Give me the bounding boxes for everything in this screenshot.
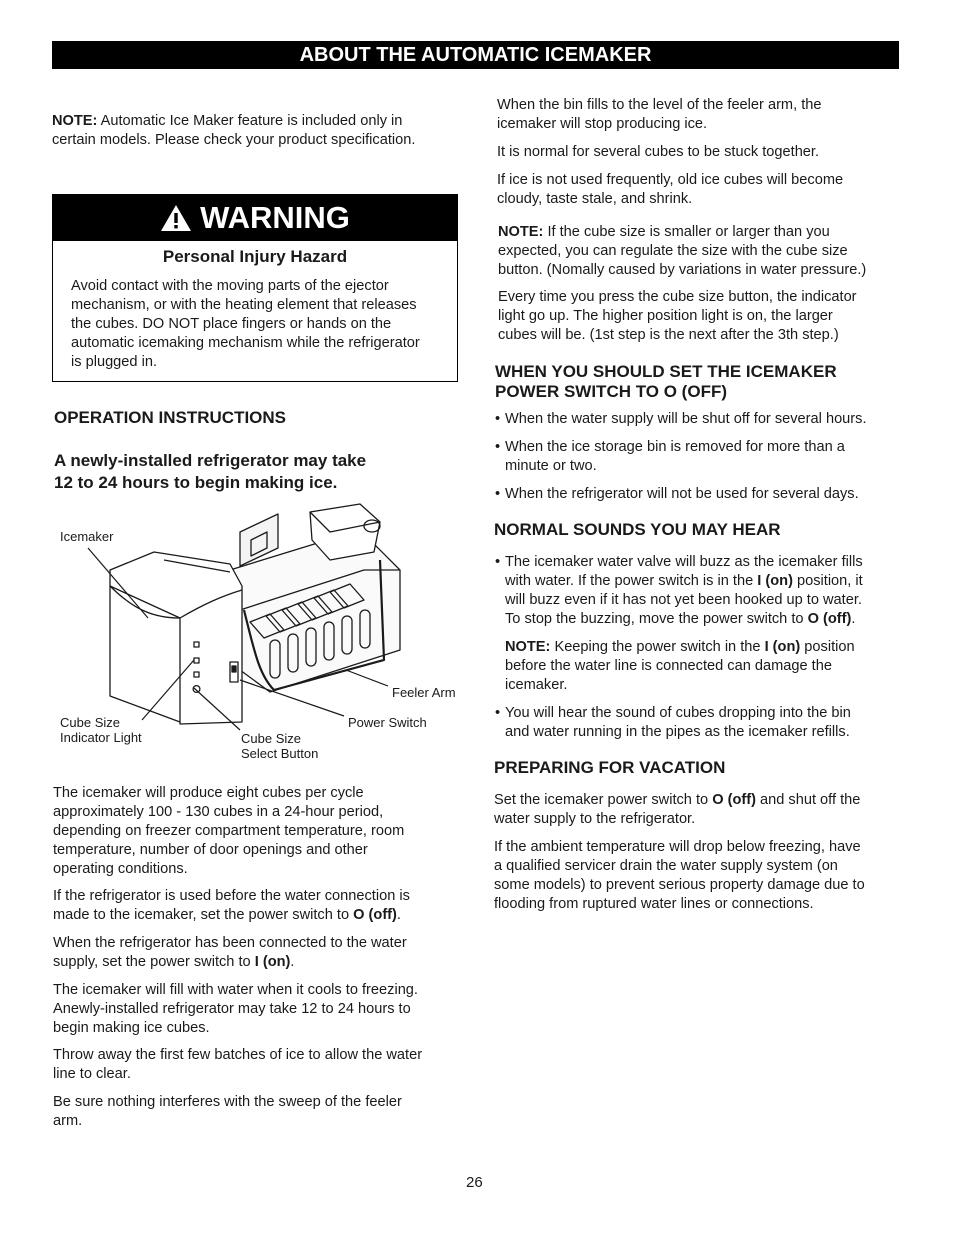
list-item: • The icemaker water valve will buzz as the icemaker fills with water. If the power switch is in the I (on) position, it will buzz even if it has not yet been hooked up to water. To stop the buzzing, move the power switch to O (off). bbox=[495, 553, 905, 629]
paragraph-vacation-freezing: If the ambient temperature will drop below freezing, have a qualified servicer drain the water supply system (on some models) to prevent serious property damage due to flooding from ruptured water lines or connections. bbox=[494, 839, 865, 912]
note-cube-size: NOTE: If the cube size is smaller or larger than you expected, you can regulate the size with the cube size button. (Nomally caused by variations in water pressure.) bbox=[498, 224, 867, 278]
warning-header bbox=[53, 195, 457, 241]
paragraph-after-connection: When the refrigerator has been connected to the water supply, set the power switch to I (on). bbox=[53, 935, 407, 970]
paragraph-fill-water: The icemaker will fill with water when it cools to freezing. Anewly-installed refrigerator may take 12 to 24 hours to begin making ice cubes. bbox=[53, 982, 418, 1036]
warning-subtitle: Personal Injury Hazard bbox=[162, 247, 348, 266]
paragraph-production: The icemaker will produce eight cubes per cycle approximately 100 - 130 cubes in a 24-hour period, depending on freezer compartment temperature, room temperature, number of door openings and other operating conditions. bbox=[53, 785, 405, 877]
sounds-list bbox=[495, 553, 905, 742]
operation-heading: OPERATION INSTRUCTIONS bbox=[54, 408, 287, 427]
warning-title: WARNING bbox=[200, 200, 350, 235]
intro-note: NOTE: Automatic Ice Maker feature is included only in certain models. Please check your product specification. bbox=[52, 113, 416, 148]
list-item: • When the refrigerator will not be used for several days. bbox=[495, 485, 905, 504]
note-label: NOTE: bbox=[505, 639, 551, 655]
power-off-heading: WHEN YOU SHOULD SET THE ICEMAKER POWER SWITCH TO O (OFF) bbox=[495, 362, 837, 401]
note-label: NOTE: bbox=[498, 224, 544, 240]
operation-subheading: A newly-installed refrigerator may take 12 to 24 hours to begin making ice. bbox=[54, 451, 367, 492]
page-number: 26 bbox=[466, 1174, 483, 1191]
note-label: NOTE: bbox=[52, 113, 98, 129]
label-icemaker: Icemaker bbox=[60, 529, 114, 544]
label-cube-size-indicator: Cube Size Indicator Light bbox=[60, 715, 142, 745]
label-power-switch: Power Switch bbox=[348, 715, 427, 730]
label-feeler-arm: Feeler Arm bbox=[392, 685, 456, 700]
paragraph-vacation-switch: Set the icemaker power switch to O (off) and shut off the water supply to the refrigerator. bbox=[494, 792, 861, 827]
warning-triangle-icon bbox=[160, 204, 192, 232]
list-item: • When the ice storage bin is removed for more than a minute or two. bbox=[495, 438, 905, 476]
label-cube-size-select: Cube Size Select Button bbox=[241, 731, 319, 761]
paragraph-stuck-cubes: It is normal for several cubes to be stuck together. bbox=[497, 144, 820, 160]
warning-text: Avoid contact with the moving parts of the ejector mechanism, or with the heating element that releases the cubes. DO NOT place fingers or hands on the automatic icemaking mechanism while the refrigerator is plugged in. bbox=[71, 278, 420, 370]
paragraph-throw-away: Throw away the first few batches of ice to allow the water line to clear. bbox=[53, 1047, 423, 1082]
paragraph-old-ice: If ice is not used frequently, old ice cubes will become cloudy, taste stale, and shrink. bbox=[497, 172, 844, 207]
paragraph-cube-size-button: Every time you press the cube size button, the indicator light go up. The higher position light is on, the larger cubes will be. (1st step is the next after the 3th step.) bbox=[498, 289, 857, 343]
warning-box bbox=[52, 194, 458, 382]
paragraph-bin-fills: When the bin fills to the level of the feeler arm, the icemaker will stop producing ice. bbox=[497, 97, 822, 132]
paragraph-feeler-arm: Be sure nothing interferes with the sweep of the feeler arm. bbox=[53, 1094, 402, 1129]
note-power-switch: NOTE: Keeping the power switch in the I (on) position before the water line is connected can damage the icemaker. bbox=[505, 639, 855, 693]
vacation-heading: PREPARING FOR VACATION bbox=[494, 758, 726, 777]
paragraph-before-connection: If the refrigerator is used before the water connection is made to the icemaker, set the power switch to O (off). bbox=[53, 888, 410, 923]
section-title-bar: ABOUT THE AUTOMATIC ICEMAKER bbox=[52, 41, 899, 69]
sounds-heading: NORMAL SOUNDS YOU MAY HEAR bbox=[494, 520, 781, 539]
list-item: • When the water supply will be shut off for several hours. bbox=[495, 410, 905, 429]
list-item: • You will hear the sound of cubes dropping into the bin and water running in the pipes as the icemaker refills. bbox=[495, 704, 905, 742]
power-off-list bbox=[495, 410, 905, 504]
